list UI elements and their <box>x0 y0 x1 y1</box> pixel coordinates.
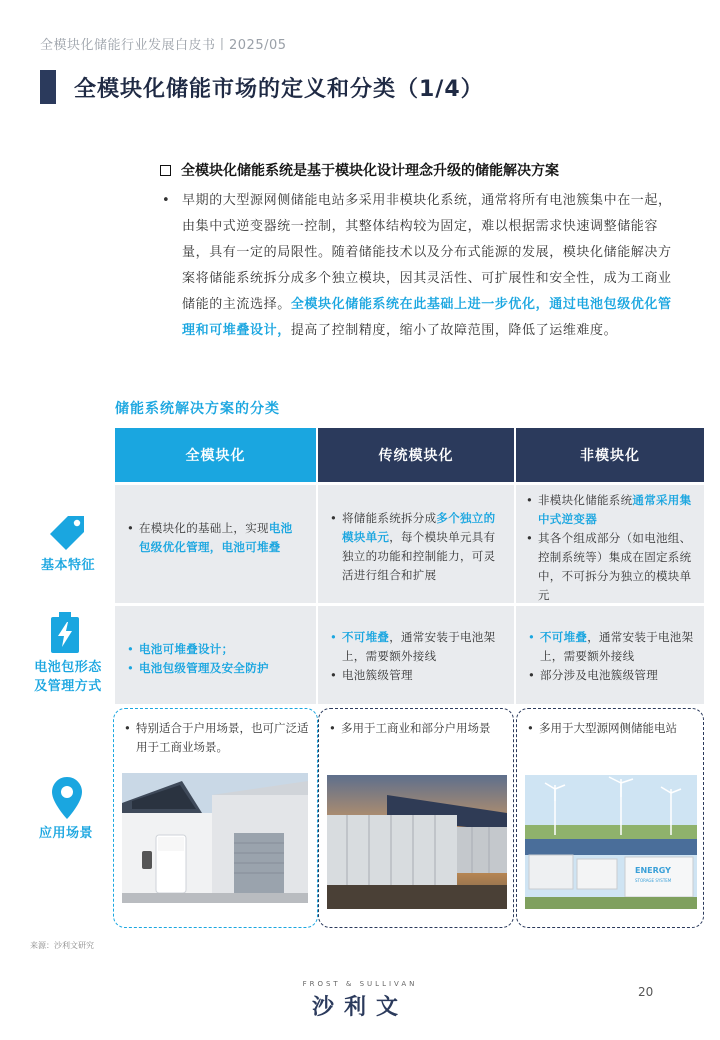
row-label-basic: 基本特征 <box>40 558 95 573</box>
location-pin-icon <box>51 776 83 820</box>
intro-heading <box>160 160 680 180</box>
list-item <box>125 519 300 557</box>
table-caption: 储能系统解决方案的分类 <box>115 401 280 417</box>
intro-tail-text: 提高了控制精度，缩小了故障范围，降低了运维难度。 <box>290 323 618 338</box>
column-header-full-modular: 全模块化 <box>115 428 316 482</box>
cell-text: 其各个组成部分（如电池组、控制系统等）集成在固定系统中，不可拆分为独立的模块单元 <box>538 531 692 602</box>
cell-basic-full-modular <box>115 485 316 603</box>
list-item <box>524 491 696 529</box>
page-number: 20 <box>638 985 654 999</box>
source-note: 来源：沙利文研究 <box>30 941 94 950</box>
list-item <box>125 659 306 678</box>
column-header-non-modular: 非模块化 <box>516 428 704 482</box>
grid-storage-image <box>525 775 697 909</box>
cell-text: 将储能系统拆分成 <box>342 511 437 525</box>
intro-plain-text: 早期的大型源网侧储能电站多采用非模块化系统，通常将所有电池簇集中在一起，由集中式逆变器统一控制，其整体结构较为固定，难以根据需求快速调整储能容量，具有一定的局限性。随着储能技术以及分布式能源的发展，模块化储能解决方案将储能系统拆分成多个独立模块，因其灵活性、可扩展性和安全性，成为工商业储能的主流选择。 <box>182 193 672 312</box>
cell-highlight: 电池可堆叠设计； <box>139 642 234 656</box>
cell-text: ，每个模块单元具有独立的功能和控制能力，可灵活进行组合和扩展 <box>342 530 496 582</box>
cell-highlight: 多个独立的模块单元 <box>342 511 496 544</box>
cell-highlight: 通常采用集中式逆变器 <box>538 493 692 526</box>
bullet-icon: • <box>162 193 171 208</box>
list-item: • 特别适合于户用场景，也可广泛适用于工商业场景。 <box>122 719 309 757</box>
column-header-traditional-modular: 传统模块化 <box>318 428 514 482</box>
cell-text: ，通常安装于电池架上，需要额外接线 <box>540 630 694 663</box>
intro-paragraph-text <box>182 188 680 344</box>
cell-app-non-modular <box>516 708 704 928</box>
cell-highlight: 不可堆叠 <box>540 630 588 644</box>
energy-label: ENERGY <box>635 866 671 875</box>
list-item <box>524 529 696 605</box>
list-item <box>526 666 696 685</box>
list-item: • 多用于大型源网侧储能电站 <box>525 719 695 738</box>
list-item <box>328 666 506 685</box>
cell-app-full-modular <box>113 708 318 928</box>
list-item <box>328 628 506 666</box>
cell-basic-non-modular <box>516 485 704 603</box>
title-accent-bar <box>40 70 56 104</box>
list-item <box>526 628 696 666</box>
document-header: 全模块化储能行业发展白皮书丨2025/05 <box>40 38 287 53</box>
page-title: 全模块化储能市场的定义和分类（1/4） <box>74 77 484 102</box>
cell-basic-traditional <box>318 485 514 603</box>
tag-icon <box>48 514 86 552</box>
residential-storage-image <box>122 773 308 903</box>
cell-pack-non-modular <box>516 606 704 704</box>
intro-heading-text: 全模块化储能系统是基于模块化设计理念升级的储能解决方案 <box>181 163 559 179</box>
brand-english: FROST & SULLIVAN <box>302 980 418 988</box>
storage-system-label: STORAGE SYSTEM <box>635 878 672 883</box>
intro-paragraph <box>160 188 680 344</box>
cell-text: ，通常安装于电池架上，需要额外接线 <box>342 630 496 663</box>
cell-highlight: 电池包级管理及安全防护 <box>139 661 269 675</box>
cell-text: 非模块化储能系统 <box>538 493 633 507</box>
row-label-application: 应用场景 <box>38 826 93 841</box>
intro-highlight-text: 全模块化储能系统在此基础上进一步优化，通过电池包级优化管理和可堆叠设计， <box>182 297 672 338</box>
battery-icon <box>50 612 80 654</box>
cell-text: 部分涉及电池簇级管理 <box>540 668 658 682</box>
list-item <box>328 509 504 585</box>
list-item: • 多用于工商业和部分户用场景 <box>327 719 505 738</box>
row-label-pack: 电池包形态及管理方式 <box>34 660 102 694</box>
cell-pack-traditional <box>318 606 514 704</box>
intro-section <box>160 160 680 344</box>
list-item <box>125 640 306 659</box>
cell-text: 电池簇级管理 <box>342 668 413 682</box>
cell-pack-full-modular <box>115 606 316 704</box>
brand-logo: 沙利文 <box>311 995 408 1020</box>
cell-text: 在模块化的基础上，实现 <box>139 521 269 535</box>
checkbox-icon <box>160 165 171 176</box>
cell-highlight: 电池包级优化管理，电池可堆叠 <box>139 521 293 554</box>
cell-highlight: 不可堆叠 <box>342 630 390 644</box>
commercial-storage-image <box>327 775 507 909</box>
cell-app-traditional <box>318 708 514 928</box>
